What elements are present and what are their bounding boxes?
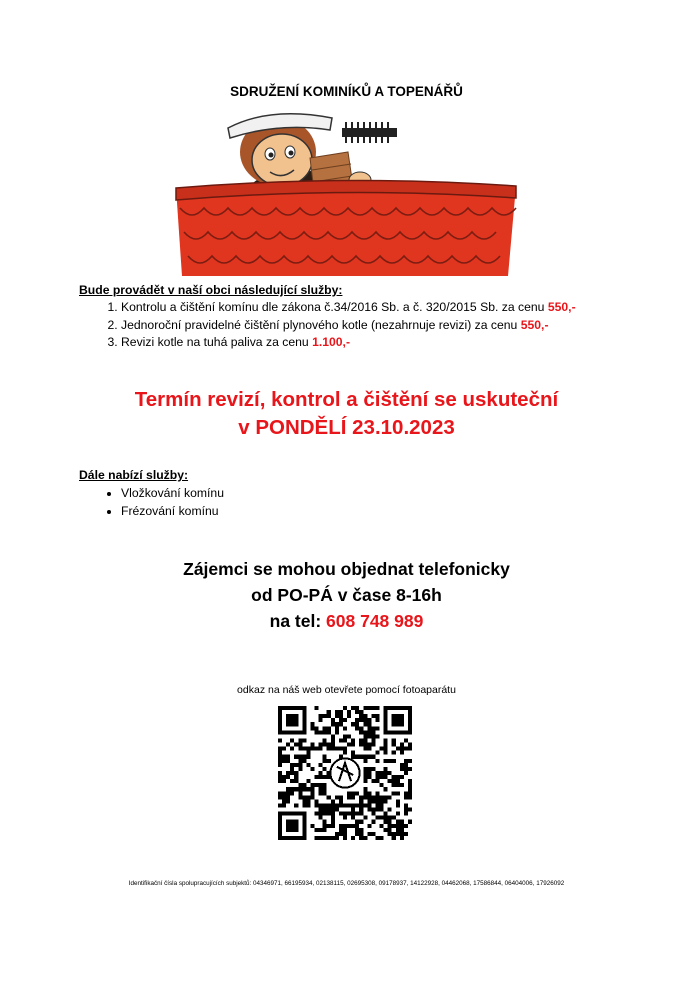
- page-title: SDRUŽENÍ KOMINÍKŮ A TOPENÁŘŮ: [230, 84, 463, 99]
- list-item: [121, 299, 639, 317]
- service-price: 550,-: [520, 317, 549, 332]
- services-heading: Bude provádět v naší obci následující služby:: [79, 283, 343, 297]
- service-price: 550,-: [547, 300, 576, 314]
- service-price: 1.100,-: [312, 335, 351, 349]
- contact-phone-line: [0, 608, 693, 634]
- services-section: [79, 283, 639, 352]
- contact-line-2: od PO-PÁ v čase 8-16h: [251, 585, 442, 605]
- phone-label: na tel:: [269, 611, 327, 631]
- phone-number: 608 748 989: [326, 611, 424, 631]
- extra-services-list: [79, 484, 479, 520]
- announcement-date: v PONDĚLÍ 23.10.2023: [238, 416, 455, 439]
- chimney-sweep-illustration-icon: [170, 108, 522, 276]
- announcement: [0, 386, 693, 442]
- contact-line-1: Zájemci se mohou objednat telefonicky: [183, 559, 510, 579]
- list-item: [121, 334, 639, 352]
- list-item: • Vložkování komínu: [121, 484, 479, 502]
- service-text: Revizi kotle na tuhá paliva za cenu: [121, 335, 313, 349]
- contact-section: [0, 556, 693, 634]
- service-text: Kontrolu a čištění komínu dle zákona č.34/2016 Sb. a č. 320/2015 Sb. za cenu: [121, 300, 548, 314]
- list-item: [121, 317, 639, 335]
- footer-ids: Identifikační čísla spolupracujících subjektů: 04346971, 66195934, 02138115, 02695308, 09178937, 14122928, 04462068, 17586844, 06404006, 17926092: [128, 880, 565, 887]
- services-list: [79, 299, 639, 352]
- announcement-line-1: Termín revizí, kontrol a čištění se uskuteční: [134, 388, 559, 411]
- qr-code-icon[interactable]: [278, 706, 412, 840]
- extra-services-section: [79, 468, 479, 520]
- qr-caption: odkaz na náš web otevřete pomocí fotoaparátu: [237, 684, 456, 696]
- extra-services-heading: Dále nabízí služby:: [79, 468, 189, 482]
- list-item: • Frézování komínu: [121, 502, 479, 520]
- service-text: Jednoroční pravidelné čištění plynového kotle (nezahrnuje revizi) za cenu: [121, 317, 521, 332]
